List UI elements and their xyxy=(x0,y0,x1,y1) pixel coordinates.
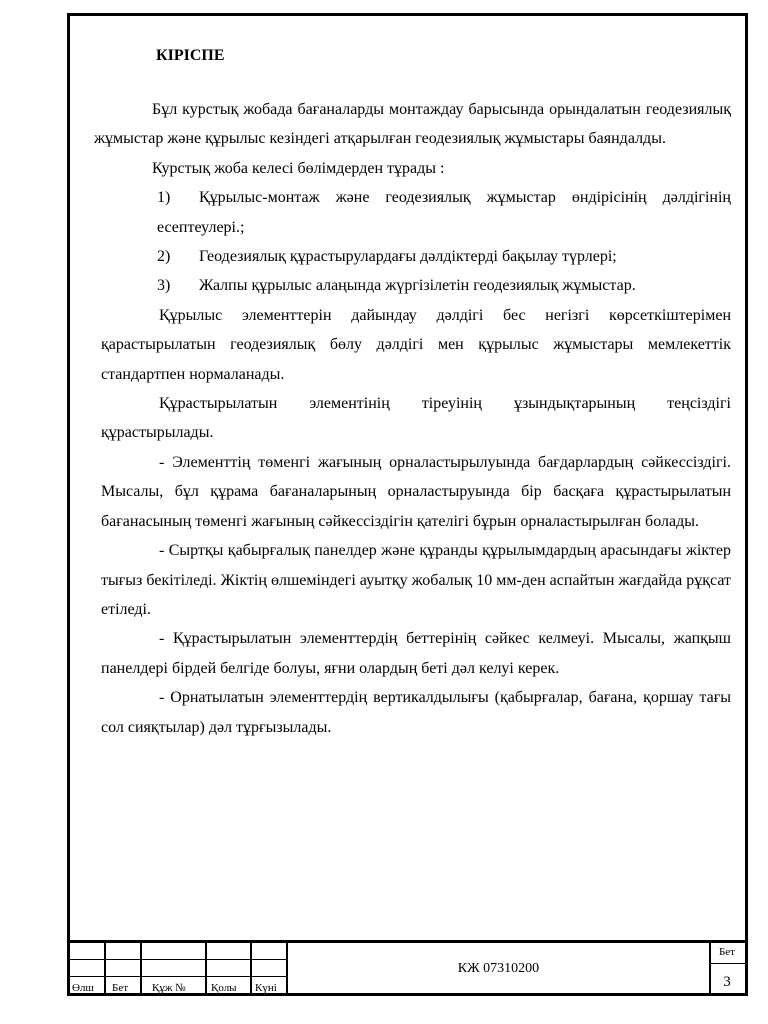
list-item-number: 2) xyxy=(157,248,171,266)
column-label: Құж № xyxy=(152,982,186,994)
column-label: Қолы xyxy=(211,982,237,994)
grid-line xyxy=(709,963,745,964)
page-label: Бет xyxy=(718,946,735,958)
column-label: Өлш xyxy=(72,982,94,994)
column-label: Бет xyxy=(112,982,129,994)
paragraph-surfaces: - Құрастырылатын элементтердің беттерінің сәйкес келмеуі. Мысалы, жапқыш панелдері бірдей белгіде болуы, яғни олардың беті дәл келуі керек. xyxy=(101,630,731,677)
paragraph-sections-intro: Курстық жоба келесі бөлімдерден тұрады : xyxy=(152,159,445,177)
grid-line xyxy=(250,943,252,996)
grid-line xyxy=(104,943,106,996)
grid-line xyxy=(140,943,142,996)
page-number-box xyxy=(709,943,745,996)
paragraph-intro: Бұл курстық жобада бағаналарды монтаждау барысында орындалатын геодезиялық жұмыстар және құрылыс кезіндегі атқарылған геодезиялық жұмыстары баяндалды. xyxy=(94,101,731,148)
paragraph-supports: Құрастырылатын элементінің тіреуінің ұзындықтарының теңсіздігі құрастырылады. xyxy=(101,395,731,442)
list-item-text: Геодезиялық құрастырулардағы дәлдіктерді бақылау түрлері; xyxy=(199,248,617,266)
list-item xyxy=(94,271,731,300)
grid-line xyxy=(70,976,286,977)
list-item-text: Құрылыс-монтаж және геодезиялық жұмыстар өндірісінің дәлдігінің есептеулері.; xyxy=(157,189,731,236)
page-frame xyxy=(67,13,748,996)
document-heading: КІРІСПЕ xyxy=(156,47,225,64)
title-block xyxy=(70,940,745,996)
page-number: 3 xyxy=(723,974,731,990)
list-item-text: Жалпы құрылыс алаңында жүргізілетін геодезиялық жұмыстар. xyxy=(199,277,636,295)
list-item-number: 3) xyxy=(157,277,171,295)
paragraph-joints: - Сыртқы қабырғалық панелдер және құранды құрылымдардың арасындағы жіктер тығыз бекітіледі. Жіктің өлшеміндегі ауытқу жобалық 10 мм-ден аспайтын жағдайда рұқсат етіледі. xyxy=(101,542,731,618)
list-item xyxy=(94,183,731,242)
paragraph-precision: Құрылыс элементтерін дайындау дәлдігі бес негізгі көрсеткіштерімен қарастырылатын геодезиялық бөлу дәлдігі мен құрылыс жұмыстары мемлекеттік стандартпен нормаланады. xyxy=(101,306,731,383)
list-item-number: 1) xyxy=(157,189,171,207)
grid-line xyxy=(70,959,286,960)
column-label: Күні xyxy=(255,982,277,994)
document-code: КЖ 07310200 xyxy=(457,961,540,976)
title-block-grid xyxy=(70,943,286,996)
paragraph-verticality: - Орнатылатын элементтердің вертикалдылығы (қабырғалар, бағана, қоршау тағы сол сияқтылар) дәл тұрғызылады. xyxy=(101,689,731,736)
list-item xyxy=(94,242,731,271)
grid-line xyxy=(205,943,207,996)
paragraph-bottom-alignment: - Элементтің төменгі жағының орналастырылуында бағдарлардың сәйкессіздігі. Мысалы, бұл құрама бағаналарының орналастыруында бір басқаға құрастырылатын бағанасының төменгі жағының сәйкессіздігін қателігі бұрын орналастырылған болады. xyxy=(101,453,731,530)
document-body xyxy=(94,46,731,742)
